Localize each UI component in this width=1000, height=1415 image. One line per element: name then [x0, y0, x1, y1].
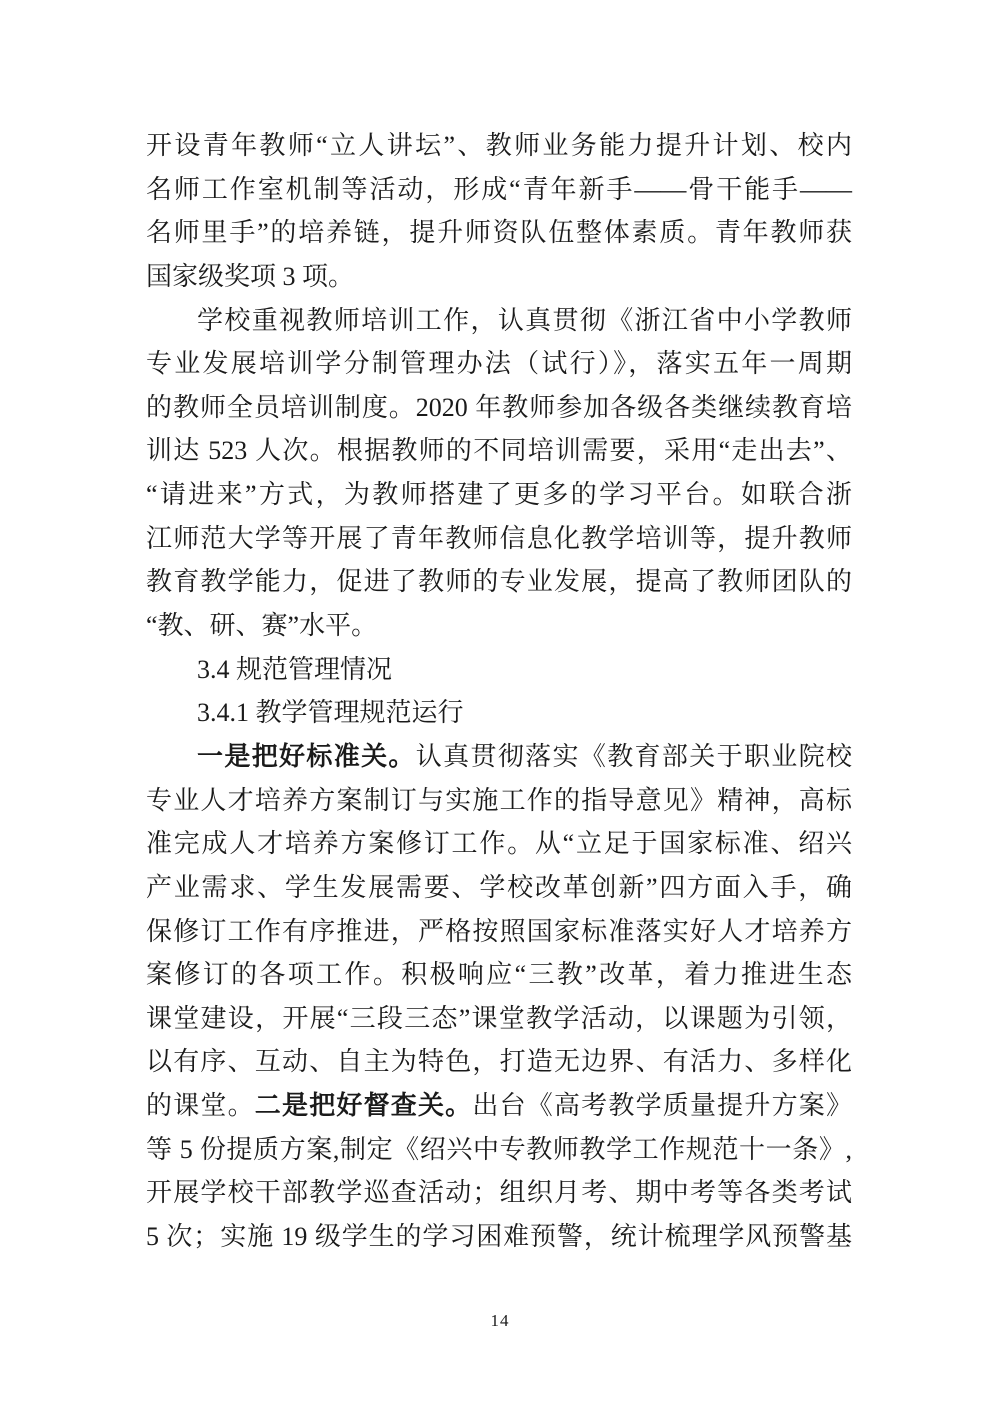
text-line [146, 560, 852, 604]
text-line [146, 735, 852, 779]
text-segment: 保修订工作有序推进，严格按照国家标准落实好人才培养方 [146, 916, 852, 946]
text-line [146, 1040, 852, 1084]
text-segment: 3.4.1 教学管理规范运行 [197, 698, 464, 728]
text-segment: 江师范大学等开展了青年教师信息化教学培训等，提升教师 [146, 523, 852, 553]
text-line [146, 822, 852, 866]
text-line [146, 517, 852, 561]
text-segment: 专业人才培养方案制订与实施工作的指导意见》精神，高标 [146, 785, 852, 815]
text-segment: “教、研、赛”水平。 [146, 611, 378, 641]
text-segment: 开设青年教师“立人讲坛”、教师业务能力提升计划、校内 [146, 131, 852, 160]
text-line [146, 1171, 852, 1215]
text-segment: 名师里手”的培养链，提升师资队伍整体素质。青年教师获 [146, 218, 852, 248]
text-segment: 专业发展培训学分制管理办法（试行）》，落实五年一周期 [146, 349, 852, 379]
text-segment: 训达 523 人次。根据教师的不同培训需要，采用“走出去”、 [146, 436, 852, 466]
text-line [146, 211, 852, 255]
text-segment: 国家级奖项 3 项。 [146, 261, 355, 291]
text-line [146, 473, 852, 517]
text-segment: 教育教学能力，促进了教师的专业发展，提高了教师团队的 [146, 567, 852, 597]
text-line [146, 255, 852, 299]
text-segment: 准完成人才培养方案修订工作。从“立足于国家标准、绍兴 [146, 829, 852, 859]
page-number: 14 [490, 1311, 510, 1330]
text-segment: 的教师全员培训制度。2020 年教师参加各级各类继续教育培 [146, 392, 852, 422]
text-segment: 课堂建设，开展“三段三态”课堂教学活动，以课题为引领， [146, 1003, 852, 1033]
text-segment: 5 次；实施 19 级学生的学习困难预警，统计梳理学风预警基 [146, 1222, 852, 1252]
text-segment: 3.4 规范管理情况 [197, 654, 393, 684]
heading-line [146, 648, 852, 692]
text-segment: 名师工作室机制等活动，形成“青年新手——骨干能手—— [146, 174, 852, 204]
text-line [146, 604, 852, 648]
text-line [146, 866, 852, 910]
text-segment: 产业需求、学生发展需要、学校改革创新”四方面入手，确 [146, 872, 852, 902]
text-segment: “请进来”方式，为教师搭建了更多的学习平台。如联合浙 [146, 480, 852, 510]
bold-text-segment: 二是把好督查关。 [254, 1091, 473, 1121]
text-line [146, 342, 852, 386]
text-line [146, 953, 852, 997]
text-line [146, 1215, 852, 1259]
bold-text-segment: 一是把好标准关。 [197, 741, 416, 771]
text-segment: 案修订的各项工作。积极响应“三教”改革，着力推进生态 [146, 960, 852, 990]
text-line [146, 386, 852, 430]
text-segment: 出台《高考教学质量提升方案》 [472, 1091, 852, 1121]
text-line [146, 910, 852, 954]
text-segment: 以有序、互动、自主为特色，打造无边界、有活力、多样化 [146, 1047, 852, 1077]
heading-line [146, 691, 852, 735]
text-segment: 等 5 份提质方案,制定《绍兴中专教师教学工作规范十一条》, [146, 1134, 852, 1164]
text-segment: 学校重视教师培训工作，认真贯彻《浙江省中小学教师 [197, 305, 852, 335]
text-block [146, 124, 852, 1259]
text-line [146, 124, 852, 168]
text-line [146, 997, 852, 1041]
text-segment: 认真贯彻落实《教育部关于职业院校 [415, 741, 852, 771]
text-line [146, 429, 852, 473]
text-line [146, 168, 852, 212]
text-line [146, 1128, 852, 1172]
text-line [146, 779, 852, 823]
text-segment: 的课堂。 [146, 1091, 255, 1121]
text-line [146, 299, 852, 343]
text-segment: 开展学校干部教学巡查活动；组织月考、期中考等各类考试 [146, 1178, 852, 1208]
text-line [146, 1084, 852, 1128]
